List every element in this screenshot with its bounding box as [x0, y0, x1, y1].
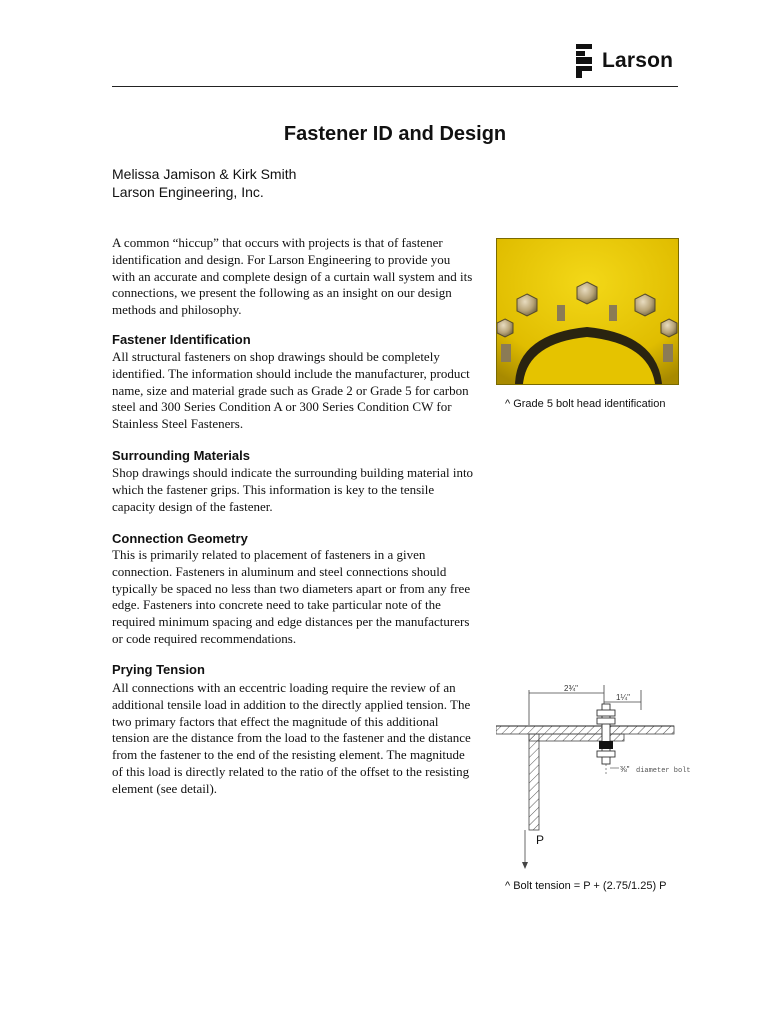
load-label: P — [536, 833, 545, 847]
page-title: Fastener ID and Design — [283, 123, 507, 145]
detail-caption: ^ Bolt tension = P + (2.75/1.25) P — [505, 880, 667, 892]
section-heading: Connection Geometry — [112, 531, 248, 546]
photo-caption: ^ Grade 5 bolt head identification — [505, 398, 666, 410]
dim-overall-label: 2¾" — [564, 684, 578, 693]
author-block — [112, 165, 296, 201]
section-paragraph: Shop drawings should indicate the surrounding building material into which the fastener grips. This information is key to the tensile capacity design of the fastener. — [112, 465, 474, 514]
bolt-flange-image — [497, 239, 678, 384]
section-paragraph: All connections with an eccentric loading require the review of an additional tensile load in addition to the directly applied tension. The two primary factors that effect the magnitude of this additional tension are the distance from the load to the fastener and the distance from the fastener to the end of the resisting element. The magnitude of this load is directly related to the ratio of the offset to the resisting element (see detail). — [112, 680, 471, 796]
author-names: Melissa Jamison & Kirk Smith — [112, 166, 297, 182]
header-divider — [112, 86, 678, 87]
larson-logo-mark-icon — [574, 44, 594, 78]
bolt-photo — [496, 238, 679, 385]
dim-diameter-label: ⅜" — [620, 765, 630, 774]
author-company: Larson Engineering, Inc. — [112, 184, 264, 200]
diameter-bolt-label: diameter bolt — [636, 767, 691, 775]
intro-paragraph: A common “hiccup” that occurs with projects is that of fastener identification and design. For Larson Engineering to provide you with an accurate and complete design of a curtain wall system and its connections, we present the following as an insight on our design methods and philosophy. — [112, 235, 473, 318]
section-heading: Prying Tension — [112, 662, 205, 677]
section-heading: Surrounding Materials — [112, 448, 250, 463]
section-paragraph: This is primarily related to placement of fasteners in a given connection. Fasteners in aluminum and steel connections should typically be spaced no less than two diameters apart or from any free edge. Fasteners into concrete need to take particular note of the required minimum spacing and edge distances per the manufacturers or code required recommendations. — [112, 547, 471, 646]
larson-logo — [574, 44, 678, 78]
dim-bolt-label: 1¼" — [616, 693, 630, 702]
section-heading: Fastener Identification — [112, 332, 251, 347]
section-paragraph: All structural fasteners on shop drawings should be completely identified. The information should include the manufacturer, product name, size and material grade such as Grade 2 or Grade 5 for carbon steel and 300 Series Condition A or 300 Series Condition CW for Stainless Steel Fasteners. — [112, 349, 470, 432]
logo-text: Larson — [602, 49, 674, 72]
prying-detail-drawing — [496, 680, 702, 870]
prying-detail-svg — [496, 680, 702, 870]
